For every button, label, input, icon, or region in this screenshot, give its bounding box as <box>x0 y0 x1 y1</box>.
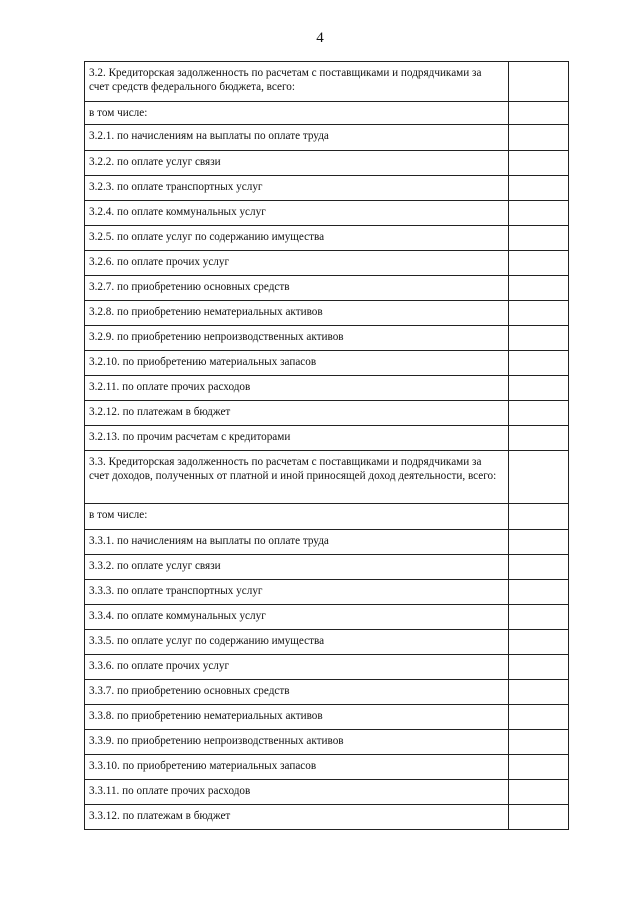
row-label: 3.3.1. по начислениям на выплаты по оплате труда <box>85 530 509 555</box>
row-value-cell <box>509 755 569 780</box>
row-value-cell <box>509 62 569 102</box>
table-row <box>85 780 569 805</box>
row-label: 3.3.2. по оплате услуг связи <box>85 555 509 580</box>
row-value-cell <box>509 301 569 326</box>
table-row <box>85 655 569 680</box>
row-label: 3.3.5. по оплате услуг по содержанию имущества <box>85 630 509 655</box>
row-value-cell <box>509 730 569 755</box>
table-row <box>85 102 569 125</box>
row-value-cell <box>509 125 569 151</box>
table-row <box>85 426 569 451</box>
row-value-cell <box>509 276 569 301</box>
row-value-cell <box>509 201 569 226</box>
table-row <box>85 530 569 555</box>
row-label: 3.3.3. по оплате транспортных услуг <box>85 580 509 605</box>
row-value-cell <box>509 351 569 376</box>
table-row <box>85 630 569 655</box>
row-value-cell <box>509 680 569 705</box>
row-value-cell <box>509 376 569 401</box>
table-row <box>85 555 569 580</box>
table-row <box>85 201 569 226</box>
row-value-cell <box>509 655 569 680</box>
table-row <box>85 276 569 301</box>
row-value-cell <box>509 102 569 125</box>
table-row <box>85 580 569 605</box>
table-row <box>85 805 569 830</box>
row-value-cell <box>509 605 569 630</box>
row-label: в том числе: <box>85 504 509 530</box>
table-row <box>85 125 569 151</box>
row-value-cell <box>509 580 569 605</box>
debt-table <box>84 61 569 830</box>
row-value-cell <box>509 805 569 830</box>
row-label: 3.3.4. по оплате коммунальных услуг <box>85 605 509 630</box>
row-value-cell <box>509 451 569 504</box>
table-row <box>85 451 569 504</box>
table-row <box>85 680 569 705</box>
row-value-cell <box>509 251 569 276</box>
row-value-cell <box>509 504 569 530</box>
row-label: 3.2.7. по приобретению основных средств <box>85 276 509 301</box>
row-label: 3.2.5. по оплате услуг по содержанию имущества <box>85 226 509 251</box>
table-row <box>85 376 569 401</box>
row-value-cell <box>509 780 569 805</box>
table-row <box>85 730 569 755</box>
row-label: в том числе: <box>85 102 509 125</box>
row-label: 3.3.11. по оплате прочих расходов <box>85 780 509 805</box>
row-value-cell <box>509 401 569 426</box>
row-label: 3.2.3. по оплате транспортных услуг <box>85 176 509 201</box>
table-row <box>85 176 569 201</box>
table-row <box>85 755 569 780</box>
row-value-cell <box>509 176 569 201</box>
row-label: 3.2. Кредиторская задолженность по расчетам с поставщиками и подрядчиками за счет средств федерального бюджета, всего: <box>85 62 509 102</box>
row-label: 3.3. Кредиторская задолженность по расчетам с поставщиками и подрядчиками за счет доходов, полученных от платной и иной приносящей доход деятельности, всего: <box>85 451 509 504</box>
row-label: 3.3.7. по приобретению основных средств <box>85 680 509 705</box>
table-row <box>85 301 569 326</box>
row-label: 3.2.1. по начислениям на выплаты по оплате труда <box>85 125 509 151</box>
table-row <box>85 251 569 276</box>
row-label: 3.2.12. по платежам в бюджет <box>85 401 509 426</box>
row-label: 3.2.6. по оплате прочих услуг <box>85 251 509 276</box>
row-value-cell <box>509 630 569 655</box>
debt-table-body <box>85 62 569 830</box>
row-label: 3.3.12. по платежам в бюджет <box>85 805 509 830</box>
table-row <box>85 401 569 426</box>
row-value-cell <box>509 555 569 580</box>
row-label: 3.2.10. по приобретению материальных запасов <box>85 351 509 376</box>
table-row <box>85 605 569 630</box>
row-label: 3.2.11. по оплате прочих расходов <box>85 376 509 401</box>
table-row <box>85 504 569 530</box>
page-number: 4 <box>316 30 324 46</box>
row-label: 3.3.6. по оплате прочих услуг <box>85 655 509 680</box>
row-label: 3.3.9. по приобретению непроизводственных активов <box>85 730 509 755</box>
row-value-cell <box>509 226 569 251</box>
table-row <box>85 62 569 102</box>
table-row <box>85 326 569 351</box>
row-label: 3.2.13. по прочим расчетам с кредиторами <box>85 426 509 451</box>
row-value-cell <box>509 705 569 730</box>
row-label: 3.2.8. по приобретению нематериальных активов <box>85 301 509 326</box>
row-label: 3.3.10. по приобретению материальных запасов <box>85 755 509 780</box>
row-value-cell <box>509 426 569 451</box>
table-row <box>85 151 569 176</box>
row-label: 3.2.9. по приобретению непроизводственных активов <box>85 326 509 351</box>
row-value-cell <box>509 326 569 351</box>
table-row <box>85 351 569 376</box>
row-label: 3.3.8. по приобретению нематериальных активов <box>85 705 509 730</box>
row-label: 3.2.2. по оплате услуг связи <box>85 151 509 176</box>
row-value-cell <box>509 151 569 176</box>
table-row <box>85 226 569 251</box>
row-value-cell <box>509 530 569 555</box>
row-label: 3.2.4. по оплате коммунальных услуг <box>85 201 509 226</box>
table-row <box>85 705 569 730</box>
